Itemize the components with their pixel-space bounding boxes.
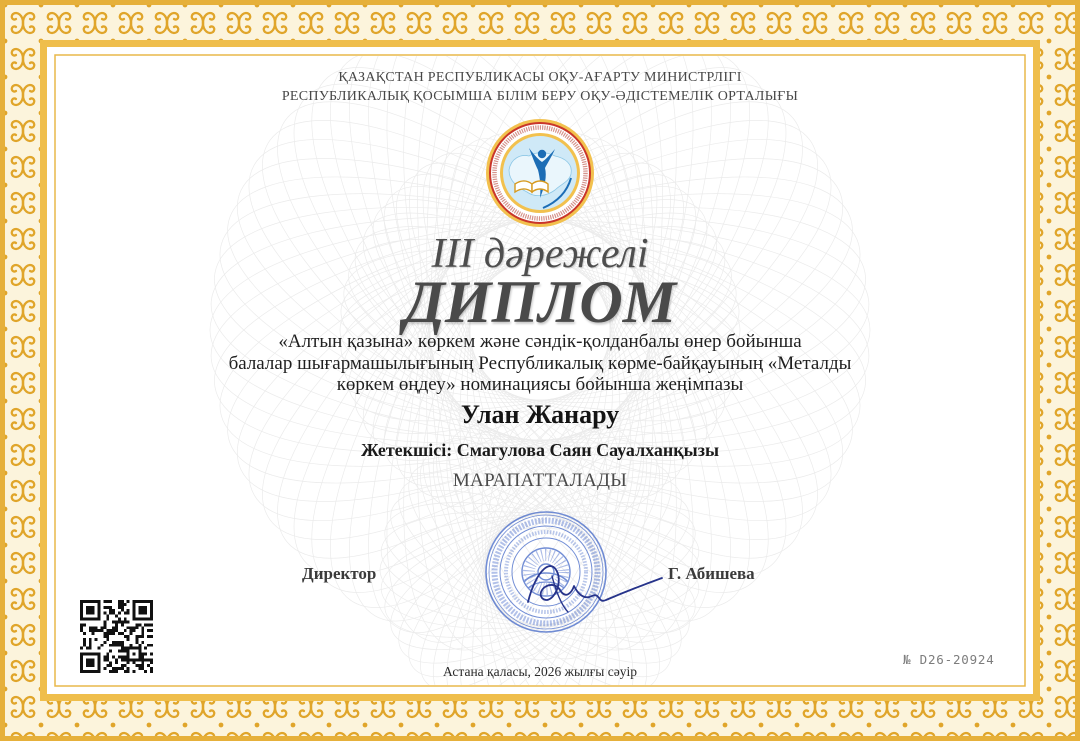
recipient-name: Улан Жанару	[460, 400, 620, 429]
description-line: көркем өңдеу» номинациясы бойынша жеңімпазы	[336, 374, 744, 395]
degree-label: III дәрежелі	[431, 231, 649, 277]
serial-number: № D26-20924	[903, 652, 995, 667]
ministry-header: ҚАЗАҚСТАН РЕСПУБЛИКАСЫ ОҚУ-АҒАРТУ МИНИСТРЛІГІ	[338, 70, 742, 85]
center-header: РЕСПУБЛИКАЛЫҚ ҚОСЫМША БІЛІМ БЕРУ ОҚУ-ӘДІСТЕМЕЛІК ОРТАЛЫҒЫ	[281, 89, 799, 104]
description-line: балалар шығармашылығының Республикалық көрме-байқауының «Металды	[228, 352, 852, 374]
signatory-position: Директор	[302, 564, 377, 583]
diploma-title: ДИПЛОМ	[403, 269, 677, 335]
place-and-date: Астана қаласы, 2026 жылғы сәуір	[443, 664, 637, 679]
awarded-label: МАРАПАТТАЛАДЫ	[452, 470, 628, 491]
signatory-name: Г. Абишева	[668, 564, 755, 583]
supervisor-name: Жетекшісі: Смагулова Саян Сауалханқызы	[360, 440, 720, 460]
description-line: «Алтын қазына» көркем және сәндік-қолданбалы өнер бойынша	[278, 331, 802, 352]
